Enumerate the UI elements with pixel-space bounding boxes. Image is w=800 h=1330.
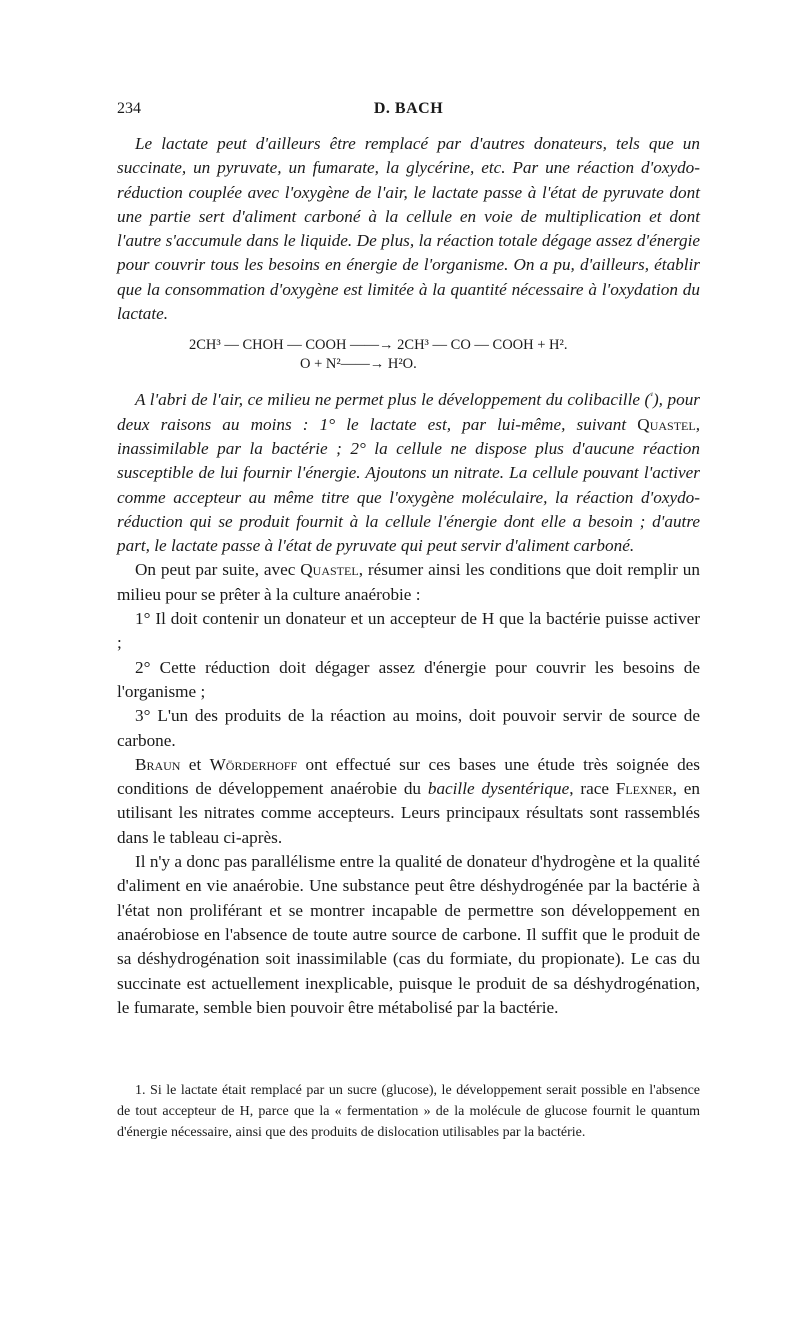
paragraph-3-part-a: On peut par suite, avec (135, 560, 301, 580)
paragraph-4-part-b: ont effectué sur ces bases une étude très soignée des conditions de développement anaérobie du (117, 754, 700, 799)
author-name: Flexner (615, 779, 673, 799)
paragraph-3 (117, 558, 700, 607)
running-head: D. BACH (373, 100, 444, 117)
page-number: 234 (117, 100, 141, 117)
chemical-equations (117, 336, 700, 374)
page-header (117, 100, 700, 124)
footnote-marker: ¹ (650, 390, 653, 401)
paragraph-5: Il n'y a donc pas parallélisme entre la qualité de donateur d'hydrogène et la qualité d'aliment en vie anaérobie. Une substance peut être déshydrogénée par la bactérie à l'état non proliférant et se montrer incapable de permettre son développement en anaérobiose en l'absence de toute autre source de carbone. Il suffit que le produit de sa déshydrogénation soit inassimilable (cas du formiate, du propionate). Le cas du succinate est actuellement inexplicable, puisque le produit de sa déshydrogénation, le fumarate, semble bien pouvoir être métabolisé par la bactérie. (117, 852, 700, 1017)
paragraph-1: Le lactate peut d'ailleurs être remplacé par d'autres donateurs, tels que un succinate, un pyruvate, un fumarate, la glycérine, etc. Par une réaction d'oxydo-réduction couplée avec l'oxygène de l'air, le lactate passe à l'état de pyruvate dont une partie sert d'aliment carboné à la cellule en voie de multiplication et dont l'autre s'accumule dans le liquide. De plus, la réaction totale dégage assez d'énergie pour couvrir tous les besoins en énergie de l'organisme. On a pu, d'ailleurs, établir que la consommation d'oxygène est limitée à la quantité nécessaire à l'oxydation du lactate. (117, 134, 700, 324)
author-name: Wörderhoff (209, 754, 298, 774)
footnote: 1. Si le lactate était remplacé par un sucre (glucose), le développement serait possible en l'absence de tout accepteur de H, parce que la « fermentation » de la molécule de glucose fournit le quantum d'énergie nécessaire, ainsi que des produits de dislocation utilisables par la bactérie. (117, 1083, 700, 1140)
equation-line-1: 2CH³ — CHOH — COOH ——→ 2CH³ — CO — COOH + H². (189, 337, 568, 354)
species-name: bacille dysentérique (427, 779, 570, 799)
paragraph-4-part-d: , en utilisant les nitrates comme accepteurs. Leurs principaux résultats sont rassemblés dans le tableau ci-après. (117, 779, 700, 847)
paragraph-4-part-c: , race (569, 779, 616, 799)
author-name: Quastel (300, 560, 359, 580)
paragraph-2-part-c: , inassimilable par la bactérie ; 2° la cellule ne dispose plus d'aucune réaction susceptible de lui fournir l'énergie. Ajoutons un nitrate. La cellule pouvant l'activer comme accepteur au même titre que l'oxygène moléculaire, la réaction d'oxydo-réduction qui se produit fournit à la cellule l'énergie dont elle a besoin ; d'autre part, le lactate passe à l'état de pyruvate qui peut servir d'aliment carboné. (117, 414, 700, 556)
equation-line-2: O + N²——→ H²O. (300, 356, 417, 373)
paragraph-2-part-b: ), pour deux raisons au moins : 1° le lactate est, par lui-même, suivant (117, 390, 700, 434)
paragraph-4-part-a: et (180, 754, 210, 774)
paragraph-3-part-b: , résumer ainsi les conditions que doit remplir un milieu pour se prêter à la culture anaérobie : (117, 560, 700, 604)
author-name: Quastel (637, 414, 696, 434)
paragraph-4 (117, 753, 700, 850)
body-text (117, 132, 700, 1020)
paragraph-2 (117, 388, 700, 558)
condition-item-1: 1° Il doit contenir un donateur et un accepteur de H que la bactérie puisse activer ; (117, 609, 700, 653)
condition-item-2: 2° Cette réduction doit dégager assez d'énergie pour couvrir les besoins de l'organisme ; (117, 657, 700, 701)
condition-item-3: 3° L'un des produits de la réaction au moins, doit pouvoir servir de source de carbone. (117, 706, 700, 750)
author-name: Braun (135, 754, 181, 774)
paragraph-2-part-a: A l'abri de l'air, ce milieu ne permet plus le développement du colibacille ( (135, 390, 651, 410)
